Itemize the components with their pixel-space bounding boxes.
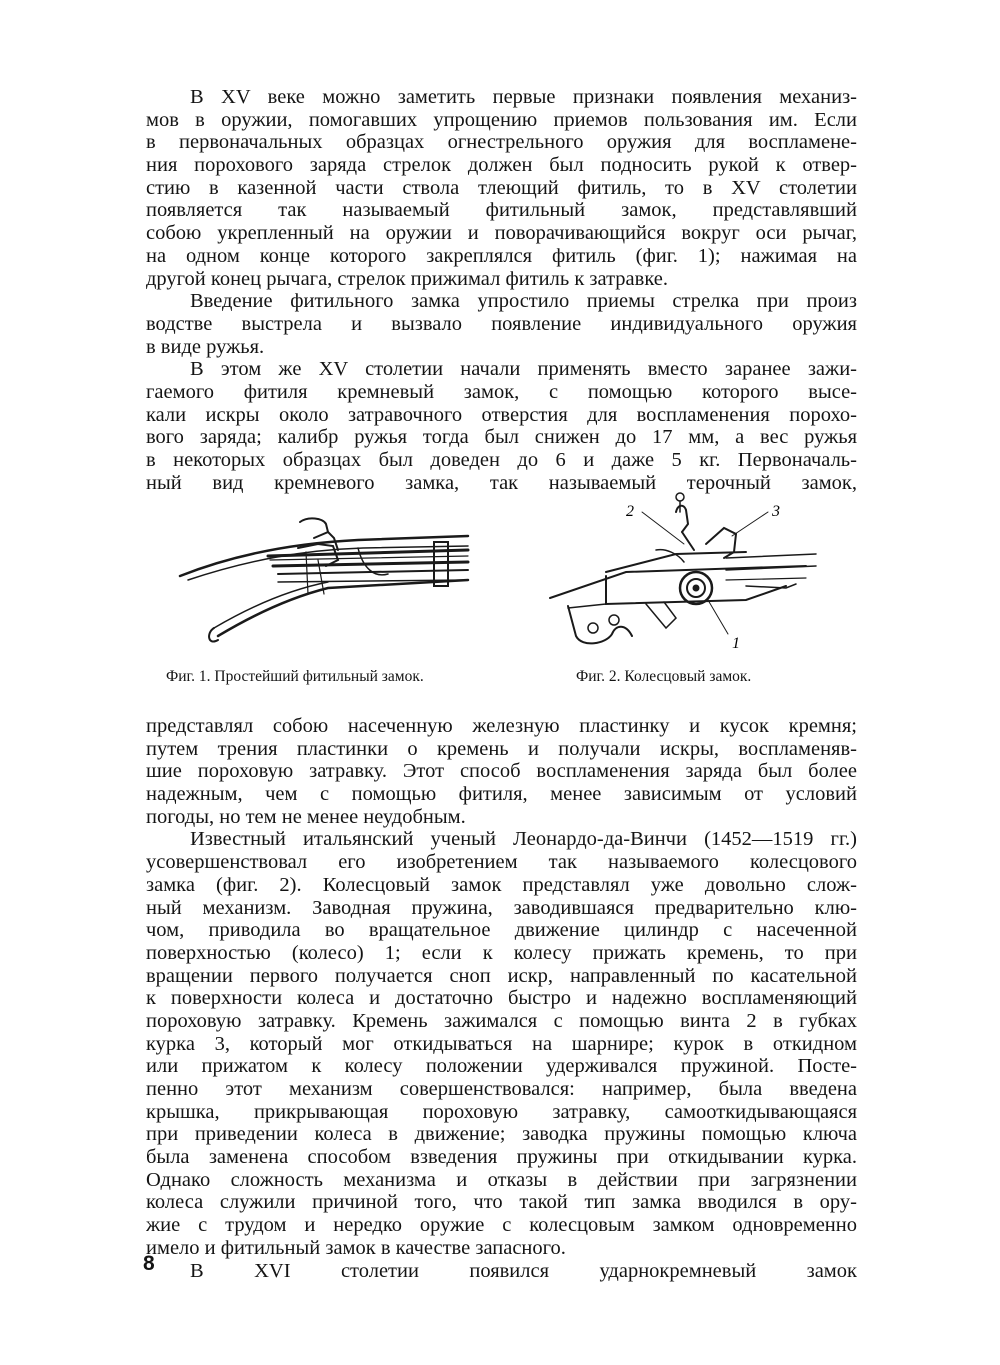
text-line: В этом же XV столетии начали применять вместо заранее зажи-	[190, 358, 857, 381]
text-line: при приведении колеса в движение; заводка пружины помощью ключа	[146, 1123, 857, 1146]
text-line: шие пороховую затравку. Этот способ воспламенения заряда был более	[146, 760, 857, 783]
text-line: жие с трудом и нередко оружие с колесцовым замком одновременно	[146, 1214, 857, 1237]
text-line: в некоторых образцах был доведен до 6 и даже 5 кг. Первоначаль-	[146, 449, 857, 471]
figure-2-label-3: 3	[772, 503, 780, 520]
text-line: гаемого фитиля кремневый замок, с помощью которого высе-	[146, 380, 857, 403]
figure-2-wheellock-illustration	[546, 488, 836, 660]
text-line: стию в казенной части ствола тлеющий фитиль, то в XV столетии	[146, 176, 857, 199]
figure-1-caption: Фиг. 1. Простейший фитильный замок.	[166, 668, 424, 685]
text-line: ный механизм. Заводная пружина, заводившаяся предварительно клю-	[146, 896, 857, 919]
text-line: вращении первого получается сноп искр, направленный по касательной	[146, 964, 857, 987]
text-line: пороховую затравку. Кремень зажимался с помощью винта 2 в губках	[146, 1009, 857, 1032]
text-line: Однако сложность механизма и отказы в действии при загрязнении	[146, 1168, 857, 1191]
text-line: усовершенствовал его изобретением так называемого колесцового	[146, 851, 857, 874]
figure-1-matchlock-illustration	[178, 508, 488, 648]
page-number: 8	[143, 1252, 155, 1275]
figure-2-label-2: 2	[626, 503, 634, 520]
text-line: Известный итальянский ученый Леонардо-да-Винчи (1452—1519 гг.)	[190, 828, 857, 851]
text-line: надежным, чем с помощью фитиля, менее зависимым от условий	[146, 783, 857, 806]
text-line: кали искры около затравочного отверстия для воспламенения порохо-	[146, 403, 857, 426]
text-line: появляется так называемый фитильный замок, представлявший	[146, 199, 857, 222]
text-line: В XVI столетии появился ударнокремневый замок	[190, 1259, 857, 1282]
text-line: водстве выстрела и вызвало появление индивидуального оружия	[146, 312, 857, 335]
text-line: замка (фиг. 2). Колесцовый замок представлял уже довольно слож-	[146, 873, 857, 896]
text-block-bottom	[146, 715, 857, 1282]
text-line: в виде ружья.	[146, 335, 265, 358]
text-line: ния порохового заряда стрелок должен был подносить рукой к отвер-	[146, 154, 857, 177]
text-block-top	[146, 86, 857, 494]
figure-2-caption: Фиг. 2. Колесцовый замок.	[576, 668, 752, 685]
text-line: В XV веке можно заметить первые признаки появления механиз-	[190, 86, 857, 108]
text-line: мов в оружии, помогавших упрощению приемов пользования им. Если	[146, 108, 857, 131]
text-line: чом, приводила во вращательное движение цилиндр с насеченной	[146, 919, 857, 942]
text-line: к поверхности колеса и достаточно быстро и надежно воспламеняющий	[146, 987, 857, 1010]
text-line: Введение фитильного замка упростило приемы стрелка при произ	[190, 290, 857, 313]
text-line: погоды, но тем не менее неудобным.	[146, 805, 466, 828]
text-line: или прижатом к колесу положении удерживался пружиной. Посте-	[146, 1055, 857, 1078]
text-line: пенно этот механизм совершенствовался: например, была введена	[146, 1078, 857, 1100]
text-line: ный вид кремневого замка, так называемый терочный замок,	[146, 471, 857, 494]
text-line: другой конец рычага, стрелок прижимал фитиль к затравке.	[146, 267, 668, 290]
text-line: путем трения пластинки о кремень и получали искры, воспламеняв-	[146, 737, 857, 760]
text-line: в первоначальных образцах огнестрельного оружия для воспламене-	[146, 131, 857, 154]
text-line: поверхностью (колесо) 1; если к колесу прижать кремень, то при	[146, 941, 857, 964]
text-line: крышка, прикрывающая пороховую затравку, самооткидывающаяся	[146, 1100, 857, 1123]
text-line: на одном конце которого закреплялся фитиль (фиг. 1); нажимая на	[146, 244, 857, 267]
text-line: колеса служили причиной того, что такой тип замка вводился в ору-	[146, 1191, 857, 1214]
text-line: вого заряда; калибр ружья тогда был снижен до 17 мм, а вес ружья	[146, 426, 857, 449]
text-line: была заменена способом взведения пружины при откидывании курка.	[146, 1146, 857, 1169]
figure-2-label-1: 1	[732, 635, 740, 652]
text-line: представлял собою насеченную железную пластинку и кусок кремня;	[146, 715, 857, 737]
text-line: собою укрепленный на оружии и поворачивающийся вокруг оси рычаг,	[146, 222, 857, 245]
text-line: курка 3, который мог откидываться на шарнире; курок в откидном	[146, 1032, 857, 1055]
text-line: имело и фитильный замок в качестве запасного.	[146, 1236, 566, 1259]
